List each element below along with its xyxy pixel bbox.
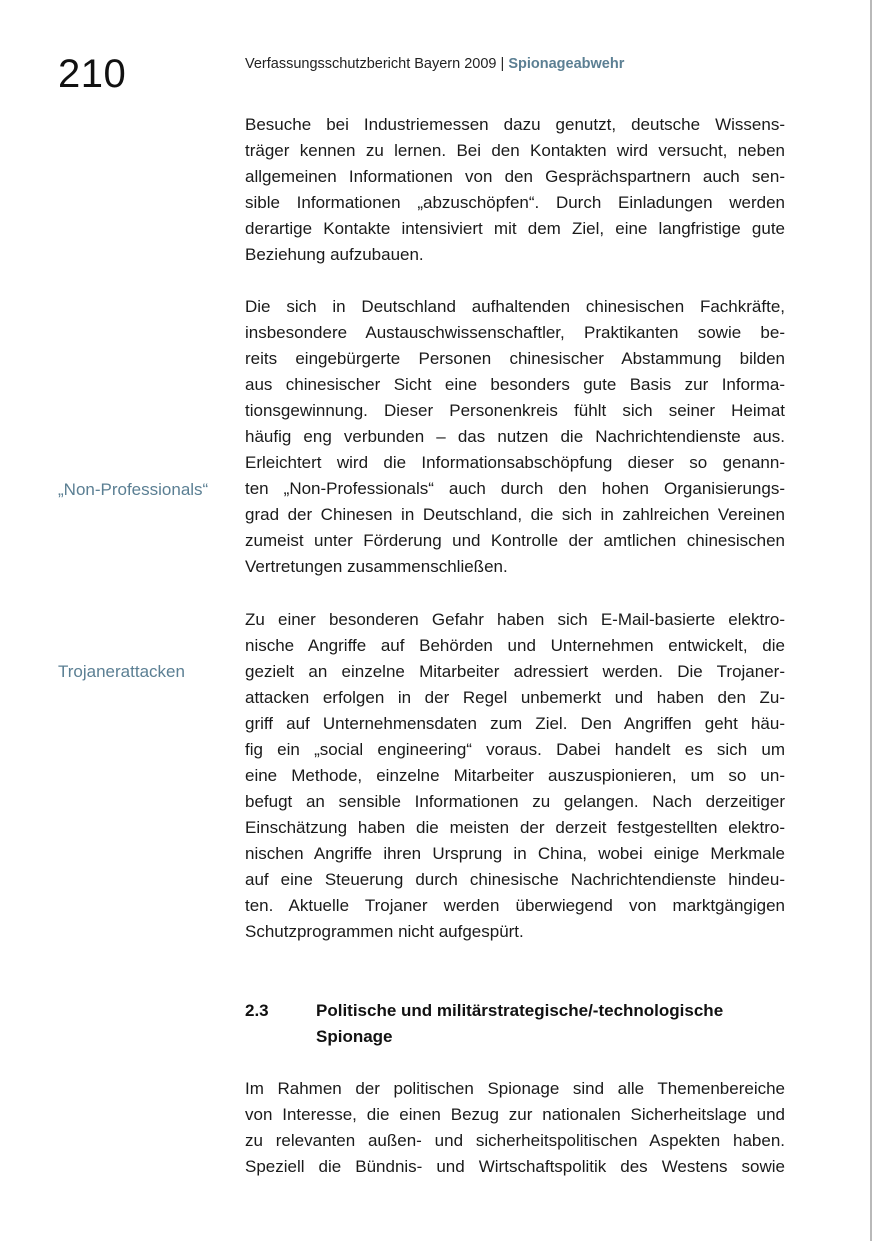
- page-number: 210: [58, 52, 127, 96]
- text-line: Schutzprogrammen nicht aufgespürt.: [245, 922, 524, 941]
- text-line: nischen Angriffe ihren Ursprung in China, wobei einige Merkmale: [245, 844, 785, 863]
- text-line: allgemeinen Informationen von den Gesprächspartnern auch sen-: [245, 167, 785, 186]
- text-line: Besuche bei Industriemessen dazu genutzt, deutsche Wissens-: [245, 115, 785, 134]
- paragraph-3-text: [245, 607, 785, 945]
- section-title-line: Spionage: [316, 1027, 393, 1046]
- text-line: Vertretungen zusammenschließen.: [245, 557, 508, 576]
- text-line: aus chinesischer Sicht eine besonders gute Basis zur Informa-: [245, 375, 785, 394]
- section-number: 2.3: [245, 1001, 269, 1020]
- running-header: [245, 55, 624, 73]
- text-line: insbesondere Austauschwissenschaftler, Praktikanten sowie be-: [245, 323, 785, 342]
- text-line: Die sich in Deutschland aufhaltenden chinesischen Fachkräfte,: [245, 297, 785, 316]
- section-title-line: Politische und militärstrategische/-technologische: [316, 1001, 724, 1020]
- text-line: derartige Kontakte intensiviert mit dem Ziel, eine langfristige gute: [245, 219, 785, 238]
- paragraph-2: [245, 294, 785, 580]
- text-line: zumeist unter Förderung und Kontrolle der amtlichen chinesischen: [245, 531, 785, 550]
- text-line: häufig eng verbunden – das nutzen die Nachrichtendienste aus.: [245, 427, 785, 446]
- running-title: Verfassungsschutzbericht Bayern 2009 |: [245, 56, 509, 72]
- text-line: träger kennen zu lernen. Bei den Kontakten wird versucht, neben: [245, 141, 785, 160]
- text-line: befugt an sensible Informationen zu gelangen. Nach derzeitiger: [245, 792, 785, 811]
- section-title: [316, 998, 785, 1050]
- text-line: griff auf Unternehmensdaten zum Ziel. Den Angriffen geht häu-: [245, 714, 785, 733]
- text-line: Erleichtert wird die Informationsabschöpfung dieser so genann-: [245, 453, 785, 472]
- text-line: Beziehung aufzubauen.: [245, 245, 424, 264]
- text-line: auf eine Steuerung durch chinesische Nachrichtendienste hindeu-: [245, 870, 785, 889]
- text-line: grad der Chinesen in Deutschland, die sich in zahlreichen Vereinen: [245, 505, 785, 524]
- text-line: nische Angriffe auf Behörden und Unternehmen entwickelt, die: [245, 636, 785, 655]
- text-line: gezielt an einzelne Mitarbeiter adressiert werden. Die Trojaner-: [245, 662, 785, 681]
- text-line: fig ein „social engineering“ voraus. Dabei handelt es sich um: [245, 740, 785, 759]
- text-line: Zu einer besonderen Gefahr haben sich E-Mail-basierte elektro-: [245, 610, 785, 629]
- text-line: sible Informationen „abzuschöpfen“. Durch Einladungen werden: [245, 193, 785, 212]
- text-line: ten. Aktuelle Trojaner werden überwiegend von marktgängigen: [245, 896, 785, 915]
- paragraph-3: [245, 607, 785, 945]
- margin-note-trojanerattacken: Trojanerattacken: [58, 662, 185, 681]
- paragraph-2-text: [245, 294, 785, 580]
- text-line: tionsgewinnung. Dieser Personenkreis fühlt sich seiner Heimat: [245, 401, 785, 420]
- text-line: attacken erfolgen in der Regel unbemerkt und haben den Zu-: [245, 688, 785, 707]
- paragraph-4: [245, 1076, 785, 1180]
- margin-note-non-professionals: „Non-Professionals“: [58, 480, 209, 499]
- page-edge-divider: [870, 0, 872, 1241]
- running-section: Spionageabwehr: [508, 56, 625, 72]
- text-line: reits eingebürgerte Personen chinesischer Abstammung bilden: [245, 349, 785, 368]
- paragraph-1-text: [245, 112, 785, 268]
- text-line: Einschätzung haben die meisten der derzeit festgestellten elektro-: [245, 818, 785, 837]
- text-line: von Interesse, die einen Bezug zur nationalen Sicherheitslage und: [245, 1105, 785, 1124]
- text-line: Im Rahmen der politischen Spionage sind alle Themenbereiche: [245, 1079, 785, 1098]
- text-line: eine Methode, einzelne Mitarbeiter auszuspionieren, um so un-: [245, 766, 785, 785]
- paragraph-1: [245, 112, 785, 268]
- paragraph-4-text: [245, 1076, 785, 1180]
- text-line: ten „Non-Professionals“ auch durch den hohen Organisierungs-: [245, 479, 785, 498]
- text-line: Speziell die Bündnis- und Wirtschaftspolitik des Westens sowie: [245, 1157, 785, 1176]
- text-line: zu relevanten außen- und sicherheitspolitischen Aspekten haben.: [245, 1131, 785, 1150]
